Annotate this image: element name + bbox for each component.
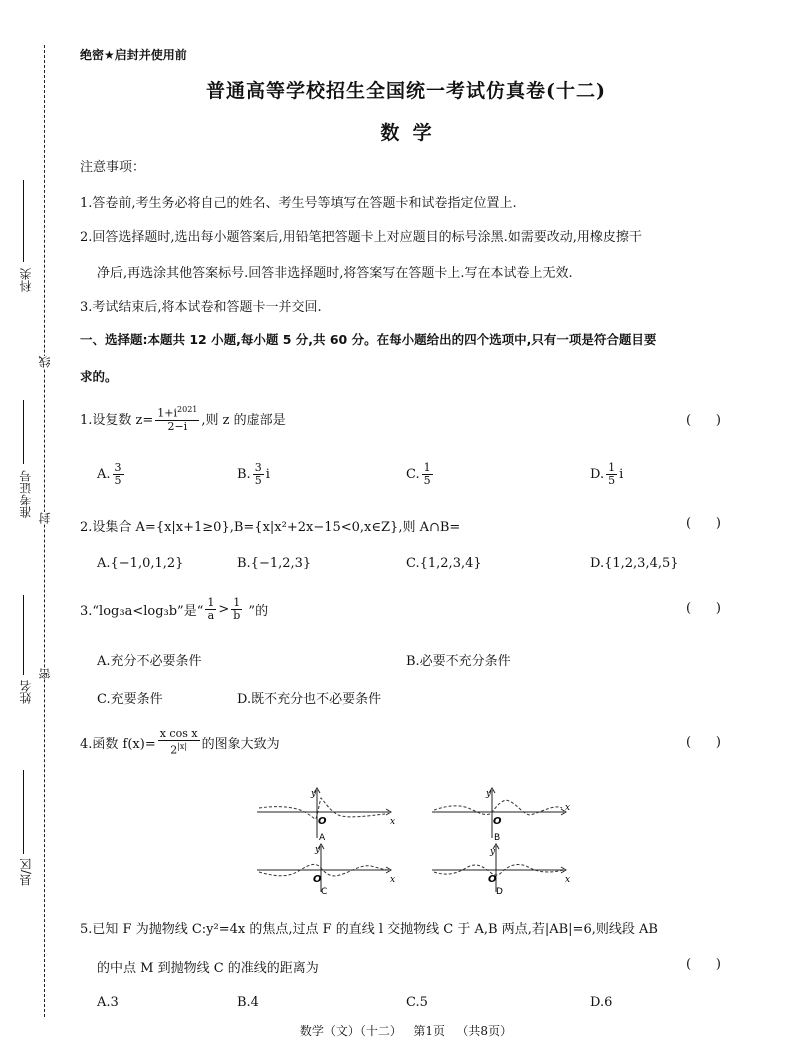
q3-stem-suffix: ”的 <box>244 604 269 619</box>
q1-option-b-suffix: i <box>265 467 270 482</box>
q1-option-b-den: 5 <box>254 474 262 487</box>
q2-option-a[interactable]: A.{−1,0,1,2} <box>97 556 184 571</box>
q4-graph-a-x-label: x <box>390 817 395 827</box>
q4-graph-c-origin: O <box>313 874 322 885</box>
q4-graph-a-label: A <box>319 833 326 843</box>
side-blank-county <box>23 770 24 854</box>
notice-3: 3.考试结束后,将本试卷和答题卡一并交回. <box>80 300 322 315</box>
q1-option-c-den: 5 <box>423 474 431 487</box>
q3-frac2-den: b <box>233 609 241 622</box>
notice-heading: 注意事项： <box>80 160 146 175</box>
q5-option-d[interactable]: D.6 <box>590 995 613 1010</box>
q1-stem-suffix: ,则 z 的虚部是 <box>201 412 286 428</box>
q2-option-c[interactable]: C.{1,2,3,4} <box>406 556 482 571</box>
side-blank-exam-id <box>23 400 24 464</box>
q4-graph-b[interactable] <box>430 786 570 844</box>
q4-stem-suffix: 的图象大致为 <box>201 736 280 752</box>
q4-graph-d-origin: O <box>488 874 497 885</box>
q1-option-d-den: 5 <box>608 474 616 487</box>
question-5-stem-line1: 5.已知 F 为抛物线 C:y²=4x 的焦点,过点 F 的直线 l 交抛物线 C 于 A,B 两点,若|AB|=6,则线段 AB <box>80 922 658 937</box>
notice-2: 2.回答选择题时,选出每小题答案后,用铅笔把答题卡上对应题目的标号涂黑.如需要改动,用橡皮擦干 <box>80 230 642 245</box>
question-5-stem-line2: 的中点 M 到抛物线 C 的准线的距离为 <box>97 961 319 976</box>
q3-frac2-num: 1 <box>233 596 241 609</box>
q3-greater-sign: > <box>218 602 230 617</box>
q4-graph-a-y-label: y <box>311 789 317 799</box>
side-label-exam-id: 准考证号 <box>19 470 33 518</box>
question-2-bracket: ( ) <box>686 516 721 531</box>
q4-graph-d-label: D <box>496 887 503 897</box>
q1-option-c-label: C. <box>406 467 420 482</box>
q2-option-b[interactable]: B.{−1,2,3} <box>237 556 312 571</box>
q1-option-a-den: 5 <box>114 474 122 487</box>
q1-option-c-num: 1 <box>423 461 431 474</box>
q4-graph-b-y-label: y <box>486 789 492 799</box>
exam-title: 普通高等学校招生全国统一考试仿真卷(十二) <box>206 80 606 102</box>
question-1-bracket: ( ) <box>686 413 721 428</box>
q4-graph-b-label: B <box>494 833 501 843</box>
side-blank-name <box>23 595 24 675</box>
q5-option-a[interactable]: A.3 <box>97 995 119 1010</box>
binding-dashed-line <box>44 45 45 1017</box>
q1-option-c[interactable] <box>406 462 435 487</box>
q1-fraction <box>155 404 199 433</box>
question-1-stem <box>80 404 286 433</box>
question-3-bracket: ( ) <box>686 601 721 616</box>
q4-graph-d[interactable] <box>430 842 570 898</box>
q1-numerator: 1+i <box>157 406 178 420</box>
q1-denominator: 2−i <box>167 419 188 433</box>
q3-option-d[interactable]: D.既不充分也不必要条件 <box>237 692 382 707</box>
q4-graph-a-origin: O <box>318 816 327 827</box>
q5-option-b[interactable]: B.4 <box>237 995 259 1010</box>
q4-denominator-base: 2 <box>170 743 178 757</box>
side-label-name: 姓名 <box>19 680 33 704</box>
q4-stem-prefix: 4.函数 f(x)= <box>80 736 156 752</box>
question-2-stem: 2.设集合 A={x|x+1≥0},B={x|x²+2x−15<0,x∈Z},则 A∩B= <box>80 520 461 535</box>
q3-option-b[interactable]: B.必要不充分条件 <box>406 654 511 669</box>
q4-graph-b-origin: O <box>493 816 502 827</box>
q1-option-d-suffix: i <box>619 467 624 482</box>
question-4-stem <box>80 728 280 757</box>
q1-option-a-label: A. <box>97 467 111 482</box>
subject-title: 数 学 <box>380 122 432 144</box>
section-heading-line2: 求的。 <box>80 369 118 384</box>
q1-option-d-num: 1 <box>608 461 616 474</box>
q4-graph-c-y-label: y <box>315 845 321 855</box>
q1-exponent: 2021 <box>177 405 198 414</box>
q1-option-d-label: D. <box>590 467 605 482</box>
q2-option-d[interactable]: D.{1,2,3,4,5} <box>590 556 679 571</box>
question-5-bracket: ( ) <box>686 957 721 972</box>
q4-graph-d-x-label: x <box>565 875 570 885</box>
q4-denominator-exponent: |x| <box>177 742 188 751</box>
side-label-county: 县/区 <box>19 858 33 887</box>
question-4-bracket: ( ) <box>686 735 721 750</box>
notice-1: 1.答卷前,考生务必将自己的姓名、考生号等填写在答题卡和试卷指定位置上. <box>80 196 517 211</box>
page-footer: 数学（文）（十二） 第1页 （共8页） <box>299 1024 513 1038</box>
q3-stem-prefix: 3.“log₃a<log₃b”是“ <box>80 604 204 619</box>
q1-option-a[interactable] <box>97 462 126 487</box>
q3-frac1-den: a <box>207 609 215 622</box>
q1-option-b[interactable] <box>237 462 270 487</box>
question-3-stem <box>80 597 268 622</box>
q3-option-c[interactable]: C.充要条件 <box>97 692 163 707</box>
side-char-seal: 封 <box>38 512 52 524</box>
q3-option-a[interactable]: A.充分不必要条件 <box>97 654 202 669</box>
q3-frac1-num: 1 <box>207 596 215 609</box>
q1-option-d[interactable] <box>590 462 623 487</box>
q4-graph-a[interactable] <box>255 786 395 844</box>
q1-stem-prefix: 1.设复数 z= <box>80 412 154 428</box>
q1-option-b-num: 3 <box>254 461 262 474</box>
side-label-subject-type: 科类 <box>19 268 33 292</box>
q1-option-a-num: 3 <box>114 461 122 474</box>
q4-graph-b-x-label: x <box>565 803 570 813</box>
notice-2-cont: 净后,再选涂其他答案标号.回答非选择题时,将答案写在答题卡上.写在本试卷上无效. <box>97 266 573 281</box>
section-heading-line1: 一、选择题:本题共 12 小题,每小题 5 分,共 60 分。在每小题给出的四个选项中,只有一项是符合题目要 <box>80 332 657 347</box>
q5-option-c[interactable]: C.5 <box>406 995 428 1010</box>
q4-graph-d-y-label: y <box>490 847 496 857</box>
q4-graph-c[interactable] <box>255 842 395 898</box>
side-blank-subject-type <box>23 180 24 262</box>
q4-graph-c-label: C <box>321 887 328 897</box>
q4-numerator: x cos x <box>159 727 198 740</box>
side-char-line: 线 <box>38 356 52 368</box>
side-char-close: 密 <box>38 668 52 680</box>
q1-option-b-label: B. <box>237 467 251 482</box>
q4-graph-c-x-label: x <box>390 875 395 885</box>
confidential-mark: 绝密★启封并使用前 <box>80 48 187 62</box>
